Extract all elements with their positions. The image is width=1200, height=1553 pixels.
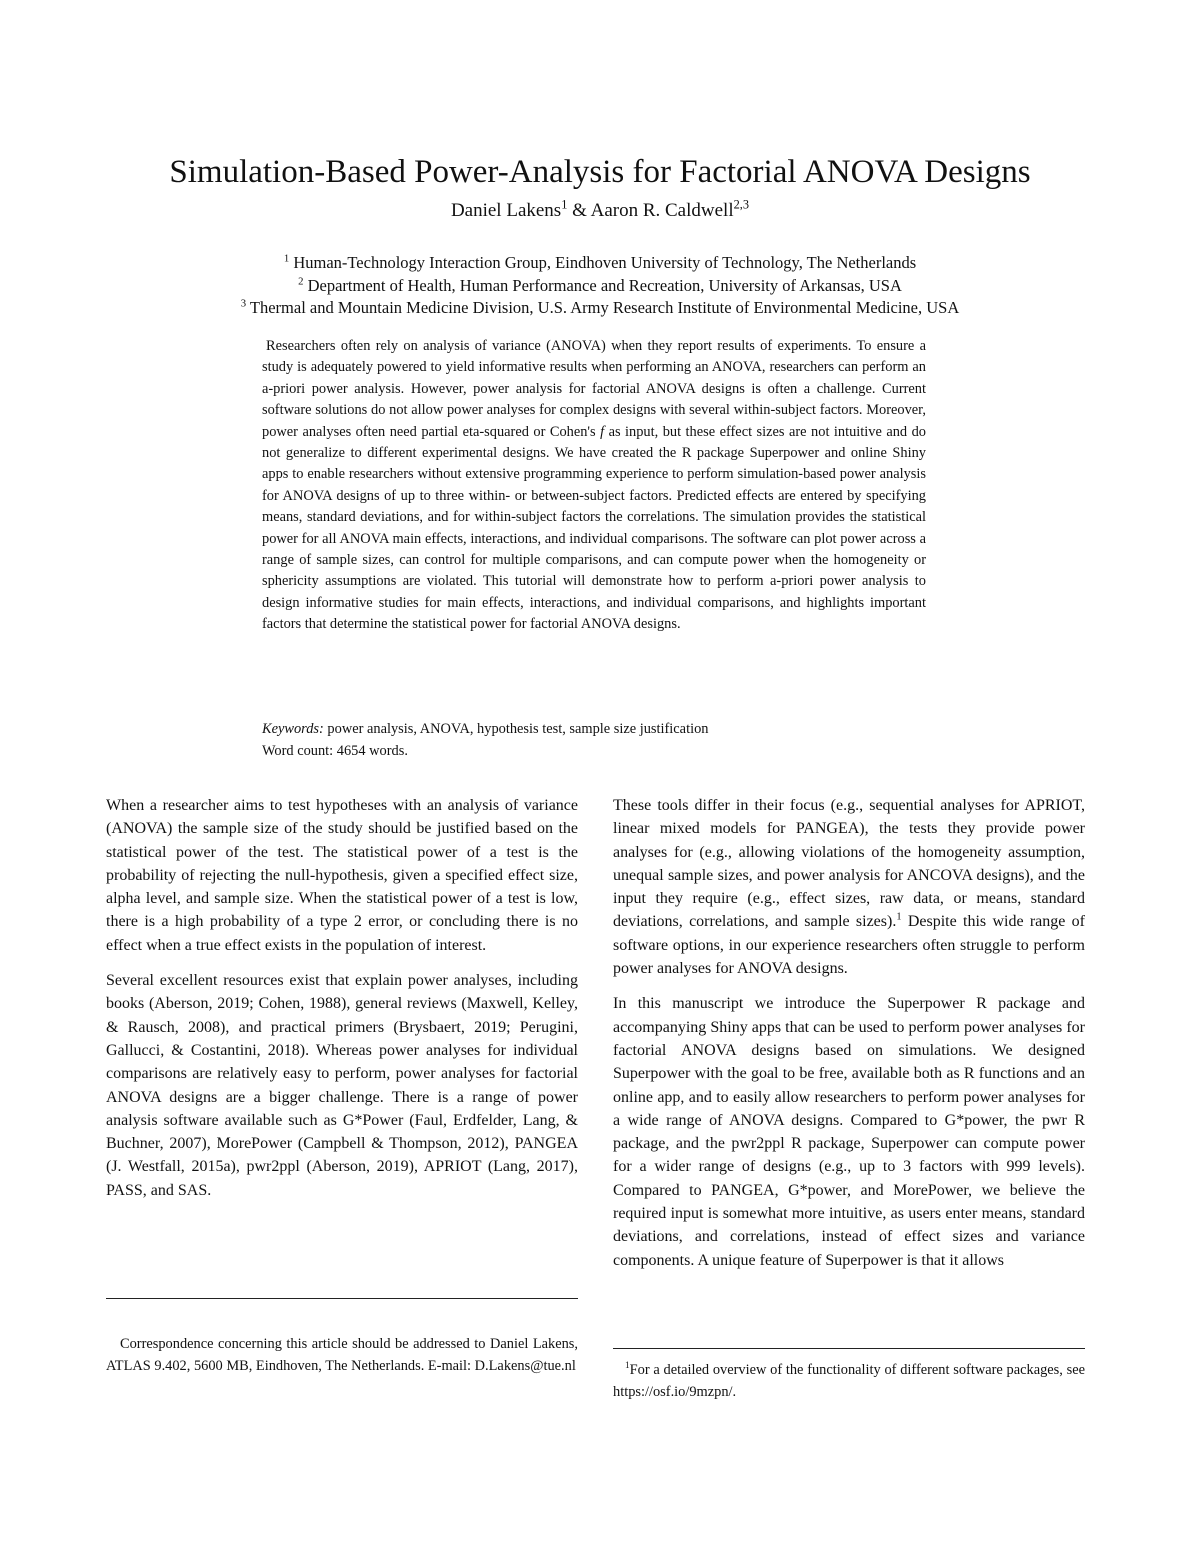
author-caldwell: Aaron R. Caldwell	[590, 200, 734, 221]
affiliations	[0, 252, 1200, 320]
abstract	[262, 336, 926, 636]
affiliation-2	[0, 275, 1200, 298]
keywords-text: power analysis, ANOVA, hypothesis test, sample size justification	[323, 721, 709, 737]
paper-title: Simulation-Based Power-Analysis for Factorial ANOVA Designs	[169, 154, 1031, 190]
author-separator: &	[567, 200, 591, 221]
keywords-block	[262, 719, 926, 762]
author-lakens: Daniel Lakens	[450, 200, 562, 221]
abstract-text-1: Researchers often rely on analysis of variance (ANOVA) when they report results of experiments. To ensure a study is adequately powered to yield informative results when performing an ANOVA, researchers can perform an a-priori power analysis. However, power analysis for factorial ANOVA designs is often a challenge. Current software solutions do not allow power analyses for complex designs with several within-subject factors. Moreover, power analyses often need partial eta-squared or Cohen's	[262, 338, 926, 440]
author-caldwell-affil: 2,3	[733, 197, 750, 212]
affiliation-text: Thermal and Mountain Medicine Division, U.S. Army Research Institute of Environmental Medicine, USA	[246, 298, 960, 317]
body-paragraph: When a researcher aims to test hypotheses with an analysis of variance (ANOVA) the sample size of the study should be justified based on the statistical power of the test. The statistical power of a test is the probability of rejecting the null-hypothesis, given a specified effect size, alpha level, and sample size. When the statistical power of a test is low, there is a high probability of a type 2 error, or concluding there is no effect when a true effect exists in the population of interest.	[106, 797, 578, 954]
body-paragraph	[613, 794, 1085, 980]
keywords-line	[262, 719, 926, 741]
body-text: These tools differ in their focus (e.g., sequential analyses for APRIOT, linear mixed models for PANGEA), the tests they provide power analyses for (e.g., allowing violations of the homogeneity assumption, unequal sample sizes, and power analysis for ANCOVA designs), and the input they require (e.g., effect sizes, raw data, or means, standard deviations, correlations, and sample sizes).	[613, 797, 1085, 931]
right-column	[613, 794, 1085, 1284]
body-text: Despite this wide range of software options, in our experience researchers often struggle to perform power analyses for ANOVA designs.	[613, 913, 1086, 978]
footnote-1	[613, 1360, 1085, 1403]
correspondence-note	[106, 1334, 578, 1377]
affiliation-text: Human-Technology Interaction Group, Eindhoven University of Technology, The Netherlands	[289, 253, 917, 272]
footnote-divider-left	[106, 1298, 578, 1299]
cohens-f-symbol: f	[600, 423, 605, 440]
body-paragraph: Several excellent resources exist that explain power analyses, including books (Aberson, 2019; Cohen, 1988), general reviews (Maxwell, Kelley, & Rausch, 2008), and practical primers (Brysbaert, 2019; Perugini, Gallucci, & Costantini, 2018). Whereas power analyses for individual comparisons are relatively easy to perform, power analyses for factorial ANOVA designs are a bigger challenge. There is a range of power analysis software available such as G*Power (Faul, Erdfelder, Lang, & Buchner, 2007), MorePower (Campbell & Thompson, 2012), PANGEA (J. Westfall, 2015a), pwr2ppl (Aberson, 2019), APRIOT (Lang, 2017), PASS, and SAS.	[106, 972, 578, 1199]
affiliation-number: 1	[283, 252, 290, 265]
body-paragraph: In this manuscript we introduce the Superpower R package and accompanying Shiny apps that can be used to perform power analyses for factorial ANOVA designs based on simulations. We designed Superpower with the goal to be free, available both as R functions and an online app, and to easily allow researchers to perform power analyses for a wide range of ANOVA designs. Compared to G*power, the pwr R package, and the pwr2ppl R package, Superpower can compute power for a wider range of designs (e.g., up to 3 factors with 999 levels). Compared to PANGEA, G*power, and MorePower, we believe the required input is somewhat more intuitive, as users enter means, standard deviations, and correlations, instead of effect sizes and variance components. A unique feature of Superpower is that it allows	[613, 995, 1085, 1269]
affiliation-1	[0, 252, 1200, 275]
word-count: Word count: 4654 words.	[262, 742, 408, 759]
affiliation-number: 3	[240, 297, 247, 310]
affiliation-3	[0, 297, 1200, 320]
footnote-paragraph	[613, 1360, 1085, 1403]
abstract-paragraph	[262, 336, 926, 636]
keywords-label: Keywords:	[262, 721, 324, 737]
left-column	[106, 794, 578, 1214]
author-line	[0, 198, 1200, 224]
correspondence-text: Correspondence concerning this article should be addressed to Daniel Lakens, ATLAS 9.402, 5600 MB, Eindhoven, The Netherlands. E-mail: D.Lakens@tue.nl	[106, 1336, 578, 1374]
footnote-text: For a detailed overview of the functionality of different software packages, see https://osf.io/9mzpn/.	[613, 1362, 1085, 1400]
affiliation-number: 2	[298, 275, 304, 287]
footnote-marker: 1	[896, 912, 902, 924]
affiliation-text: Department of Health, Human Performance and Recreation, University of Arkansas, USA	[303, 275, 902, 295]
author-lakens-affil: 1	[561, 197, 568, 212]
footnote-divider-right	[613, 1348, 1085, 1349]
abstract-text-2: as input, but these effect sizes are not intuitive and do not generalize to different experimental designs. We have created the R package Superpower and online Shiny apps to enable researchers without extensive programming experience to perform simulation-based power analysis for ANOVA designs of up to three within- or between-subject factors. Predicted effects are entered by specifying means, standard deviations, and for within-subject factors the correlations. The simulation provides the statistical power for all ANOVA main effects, interactions, and individual comparisons. The software can plot power across a range of sample sizes, can control for multiple comparisons, and can compute power when the homogeneity or sphericity assumptions are violated. This tutorial will demonstrate how to perform a-priori power analysis to design informative studies for main effects, interactions, and individual comparisons, and highlights important factors that determine the statistical power for factorial ANOVA designs.	[262, 423, 926, 633]
footnote-number: 1	[625, 1361, 630, 1372]
